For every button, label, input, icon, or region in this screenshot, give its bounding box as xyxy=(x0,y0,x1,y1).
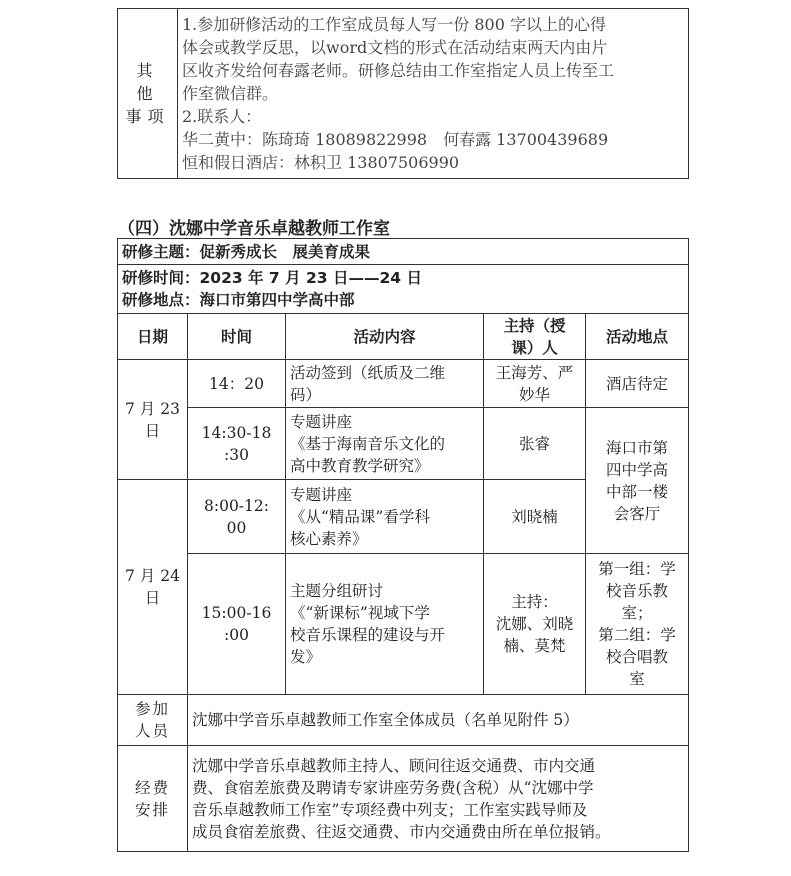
content-cell xyxy=(286,360,484,408)
location-line: 中部一楼 xyxy=(606,482,669,501)
host-cell xyxy=(484,360,586,408)
research-theme: 研修主题：促新秀成长 展美育成果 xyxy=(118,239,689,265)
content-line: 高中教育教学研究》 xyxy=(290,456,430,475)
content-line: 《“新课标”视域下学 xyxy=(290,604,430,622)
location-line: 校音乐教 xyxy=(606,582,669,600)
host-line: 沈娜、刘晓 xyxy=(495,615,574,633)
date-line: 7 月 23 xyxy=(125,399,180,418)
body-line: 1.参加研修活动的工作室成员每人写一份 800 字以上的心得 xyxy=(182,15,606,34)
header-host-line: 课）人 xyxy=(511,338,558,357)
funding-label xyxy=(118,746,188,852)
location-line: 第一组：学 xyxy=(598,560,676,578)
location-line: 四中学高 xyxy=(606,460,669,479)
content-line: 专题讲座 xyxy=(290,485,353,504)
funding-line: 音乐卓越教师工作室”专项经费中列支；工作室实践导师及 xyxy=(192,800,588,819)
funding-row xyxy=(118,746,689,852)
label-line: 事项 xyxy=(125,107,170,126)
research-place: 研修地点：海口市第四中学高中部 xyxy=(122,291,355,309)
location-cell xyxy=(586,554,689,695)
research-time: 研修时间：2023 年 7 月 23 日——24 日 xyxy=(122,269,422,287)
location-line: 海口市第 xyxy=(606,438,669,457)
body-line: 体会或教学反思，以word文档的形式在活动结束两天内由片 xyxy=(182,38,608,57)
location-line: 会客厅 xyxy=(613,504,661,523)
content-line: 专题讲座 xyxy=(290,412,353,431)
time-cell: 14：20 xyxy=(188,360,286,408)
body-line: 作室微信群。 xyxy=(182,84,279,103)
header-date: 日期 xyxy=(118,314,188,360)
content-line: 主题分组研讨 xyxy=(290,582,384,600)
funding-line: 成员食宿差旅费、往返交通费、市内交通费由所在单位报销。 xyxy=(192,822,611,841)
host-line: 王海芳、严 xyxy=(495,363,574,382)
label-line: 经费 xyxy=(134,778,170,797)
location-cell: 酒店待定 xyxy=(586,360,689,408)
funding-line: 沈娜中学音乐卓越教师主持人、顾问往返交通费、市内交通 xyxy=(192,756,596,775)
table-row xyxy=(118,408,689,480)
time-line: :00 xyxy=(224,626,249,644)
date-cell xyxy=(118,360,188,480)
host-line: 妙华 xyxy=(518,385,550,404)
date-line: 日 xyxy=(144,421,161,440)
time-cell xyxy=(188,554,286,695)
header-time: 时间 xyxy=(188,314,286,360)
content-line: 《从“精品课”看学科 xyxy=(290,507,430,526)
label-line: 其 他 xyxy=(136,61,159,103)
date-line: 7 月 24 xyxy=(125,567,180,585)
date-line: 日 xyxy=(144,589,161,607)
content-cell xyxy=(286,554,484,695)
location-line: 室 xyxy=(629,670,645,688)
content-line: 校音乐课程的建设与开 xyxy=(290,626,446,644)
time-cell xyxy=(188,408,286,480)
time-line: 8:00-12: xyxy=(204,496,269,515)
location-cell xyxy=(586,408,689,554)
content-line: 发》 xyxy=(290,648,322,666)
other-matters-label xyxy=(118,9,178,179)
date-cell xyxy=(118,480,188,695)
body-line: 恒和假日酒店：林积卫 13807506990 xyxy=(182,153,460,172)
content-line: 码） xyxy=(290,385,322,404)
participants-label xyxy=(118,695,188,746)
other-matters-body xyxy=(178,9,689,179)
location-line: 第二组：学 xyxy=(598,626,676,644)
schedule-table xyxy=(117,238,689,852)
content-cell xyxy=(286,408,484,480)
time-line: 15:00-16 xyxy=(201,604,272,622)
label-line: 人员 xyxy=(134,722,170,740)
time-line: 14:30-18 xyxy=(201,423,272,442)
content-line: 《基于海南音乐文化的 xyxy=(290,434,446,453)
table-row xyxy=(118,360,689,408)
header-host-line: 主持（授 xyxy=(503,316,566,335)
header-location: 活动地点 xyxy=(586,314,689,360)
content-line: 核心素养》 xyxy=(290,529,368,548)
body-line: 区收齐发给何春露老师。研修总结由工作室指定人员上传至工 xyxy=(182,61,615,80)
label-line: 参加 xyxy=(134,700,170,718)
funding-line: 费、食宿差旅费及聘请专家讲座劳务费(含税）从“沈娜中学 xyxy=(192,778,594,797)
body-line: 2.联系人： xyxy=(182,107,262,126)
participants-row xyxy=(118,695,689,746)
host-cell: 刘晓楠 xyxy=(484,480,586,554)
host-line: 楠、莫梵 xyxy=(503,637,566,655)
participants-text: 沈娜中学音乐卓越教师工作室全体成员（名单见附件 5） xyxy=(188,695,689,746)
header-content: 活动内容 xyxy=(286,314,484,360)
host-cell xyxy=(484,554,586,695)
host-line: 主持： xyxy=(511,593,558,611)
label-line: 安排 xyxy=(134,800,170,819)
funding-text xyxy=(188,746,689,852)
time-cell xyxy=(188,480,286,554)
table-row xyxy=(118,554,689,695)
host-cell: 张睿 xyxy=(484,408,586,480)
content-line: 活动签到（纸质及二维 xyxy=(290,363,446,382)
content-cell xyxy=(286,480,484,554)
body-line: 华二黄中：陈琦琦 18089822998 何春露 13700439689 xyxy=(182,130,609,149)
time-line: :30 xyxy=(224,445,249,464)
location-line: 室； xyxy=(621,604,653,622)
other-matters-table xyxy=(117,8,689,179)
research-time-place xyxy=(118,265,689,314)
header-host xyxy=(484,314,586,360)
location-line: 校合唱教 xyxy=(606,648,669,666)
section-title: （四）沈娜中学音乐卓越教师工作室 xyxy=(118,219,390,239)
table-header-row xyxy=(118,314,689,360)
time-line: 00 xyxy=(226,518,247,537)
